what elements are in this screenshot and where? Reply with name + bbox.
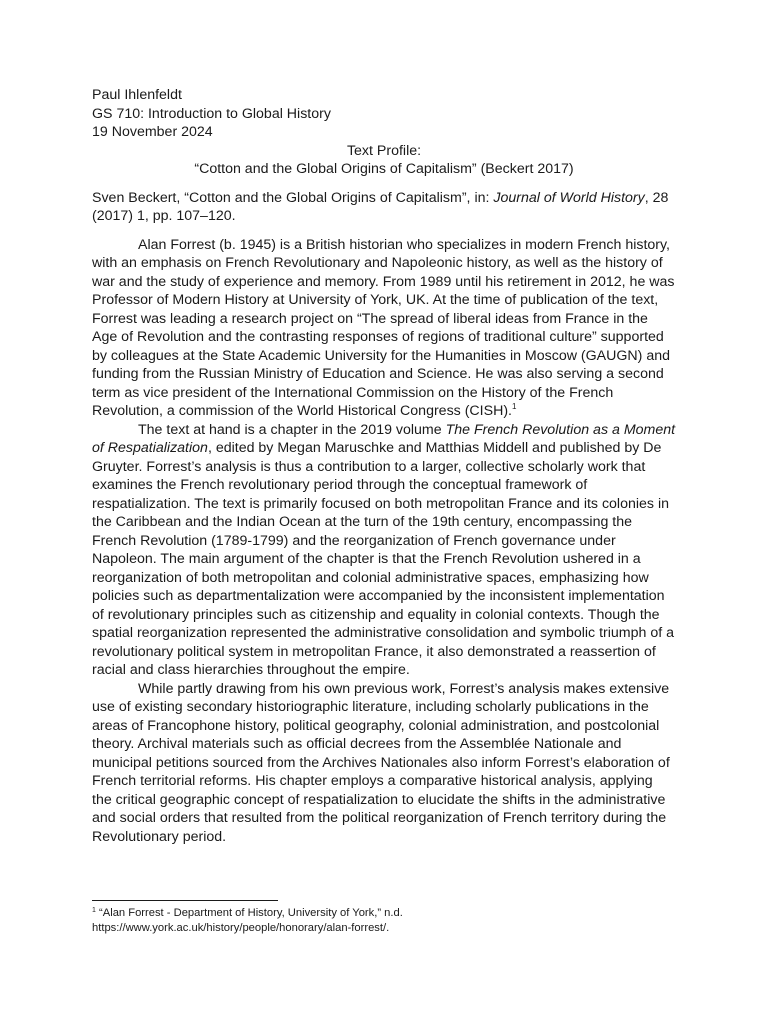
citation-before: Sven Beckert, “Cotton and the Global Origins of Capitalism”, in: <box>92 189 494 206</box>
document-date: 19 November 2024 <box>92 124 213 140</box>
footnote-separator <box>92 900 278 901</box>
footnote-text: “Alan Forrest - Department of History, University of York,” n.d. <box>95 907 403 919</box>
footnote <box>92 906 676 936</box>
course-name: GS 710: Introduction to Global History <box>92 105 331 122</box>
paragraph-1-text: Alan Forrest (b. 1945) is a British historian who specializes in modern French history, with an emphasis on French Revolutionary and Napoleonic history, as well as the history of war and the study of experience and memory. From 1989 until his retirement in 2012, he was Professor of Modern History at University of York, UK. At the time of publication of the text, Forrest was leading a research project on “The spread of liberal ideas from France in the Age of Revolution and the contrasting responses of regions of traditional culture” supported by colleagues at the State Academic University for the Humanities in Moscow (GAUGN) and funding from the Russian Ministry of Education and Science. He was also serving a second term as vice president of the International Commission on the History of the French Revolution, a commission of the World Historical Congress (CISH). <box>92 236 675 419</box>
document-page <box>92 86 676 846</box>
citation-after: , 28 (2017) 1, pp. 107–120. <box>92 189 669 224</box>
footnote-reference[interactable]: 1 <box>512 402 517 411</box>
title-label: Text Profile: <box>346 142 422 159</box>
citation-journal: Journal of World History <box>493 189 645 206</box>
paragraph-sources-method: While partly drawing from his own previous work, Forrest’s analysis makes extensive use of existing secondary historiographic literature, including scholarly publications in the areas of Francophone history, political geography, colonial administration, and postcolonial theory. Archival materials such as official decrees from the Assemblée Nationale and municipal petitions sourced from the Archives Nationales also inform Forrest’s elaboration of French territorial reforms. His chapter employs a comparative historical analysis, applying the critical geographic concept of respatialization to elucidate the shifts in the administrative and social orders that resulted from the political reorganization of French territory during the Revolutionary period. <box>92 680 670 845</box>
bibliographic-citation <box>92 189 676 226</box>
paragraph-2-before: The text at hand is a chapter in the 2019 volume <box>138 421 446 438</box>
footnote-number: 1 <box>92 907 96 914</box>
paragraph-text-summary <box>92 421 676 680</box>
body-text <box>92 236 676 847</box>
paragraph-author-profile <box>92 236 676 421</box>
author-name: Paul Ihlenfeldt <box>92 87 182 103</box>
title-work: “Cotton and the Global Origins of Capitalism” (Beckert 2017) <box>194 161 574 177</box>
paragraph-2-after: , edited by Megan Maruschke and Matthias Middell and published by De Gruyter. Forrest’s analysis is thus a contribution to a larger, collective scholarly work that examines the French revolutionary period through the conceptual framework of respatialization. The text is primarily focused on both metropolitan France and its colonies in the Caribbean and the Indian Ocean at the turn of the 19th century, encompassing the French Revolution (1789-1799) and the reorganization of French governance under Napoleon. The main argument of the chapter is that the French Revolution ushered in a reorganization of both metropolitan and colonial administrative spaces, emphasizing how policies such as departmentalization were accompanied by the inconsistent implementation of revolutionary principles such as citizenship and equality in colonial contexts. Though the spatial reorganization represented the administrative consolidation and symbolic triumph of a revolutionary political system in metropolitan France, it also demonstrated a reassertion of racial and class hierarchies throughout the empire. <box>92 440 675 678</box>
paragraph-2-book-title: The French Revolution as a Moment of Respatialization <box>92 421 676 456</box>
footnote-url[interactable]: https://www.york.ac.uk/history/people/honorary/alan-forrest/. <box>92 922 390 934</box>
